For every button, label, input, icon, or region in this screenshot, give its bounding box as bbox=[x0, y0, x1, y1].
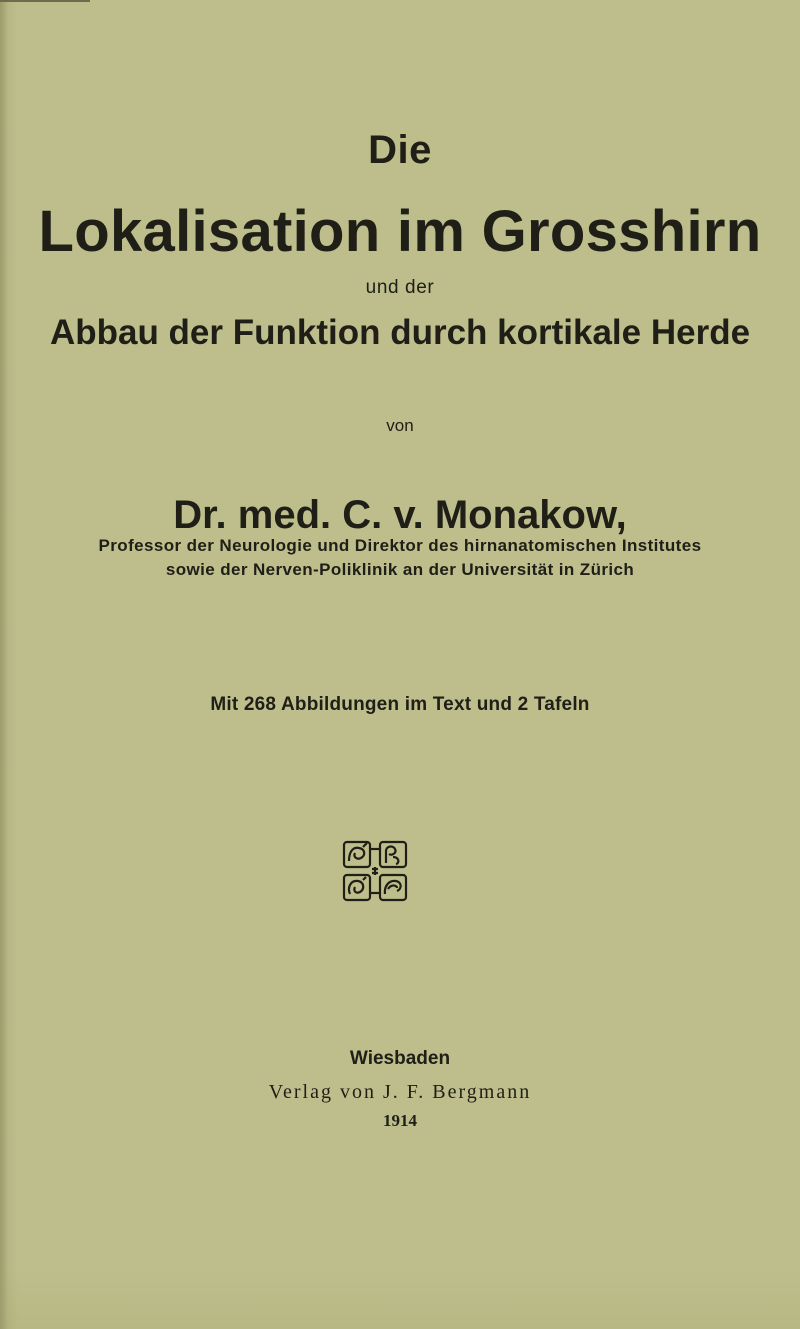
publisher-name: Verlag von J. F. Bergmann bbox=[268, 1081, 532, 1103]
subtitle: Abbau der Funktion durch kortikale Herde bbox=[49, 313, 751, 352]
by-line: von bbox=[386, 416, 414, 435]
title-connector: und der bbox=[365, 277, 435, 298]
title-line-die: Die bbox=[368, 128, 432, 172]
author-affiliation-line-1: Professor der Neurologie und Direktor des hirnanatomischen Institutes bbox=[98, 536, 702, 555]
author-affiliation-line-2: sowie der Nerven-Poliklinik an der Universität in Zürich bbox=[165, 560, 635, 579]
publisher-logo-icon bbox=[341, 839, 409, 903]
publication-city: Wiesbaden bbox=[349, 1048, 451, 1069]
author-name: Dr. med. C. v. Monakow, bbox=[173, 493, 627, 537]
illustrations-note: Mit 268 Abbildungen im Text und 2 Tafeln bbox=[210, 694, 590, 715]
top-edge-line bbox=[0, 0, 90, 2]
publication-year: 1914 bbox=[383, 1111, 417, 1130]
main-title: Lokalisation im Grosshirn bbox=[38, 199, 762, 264]
